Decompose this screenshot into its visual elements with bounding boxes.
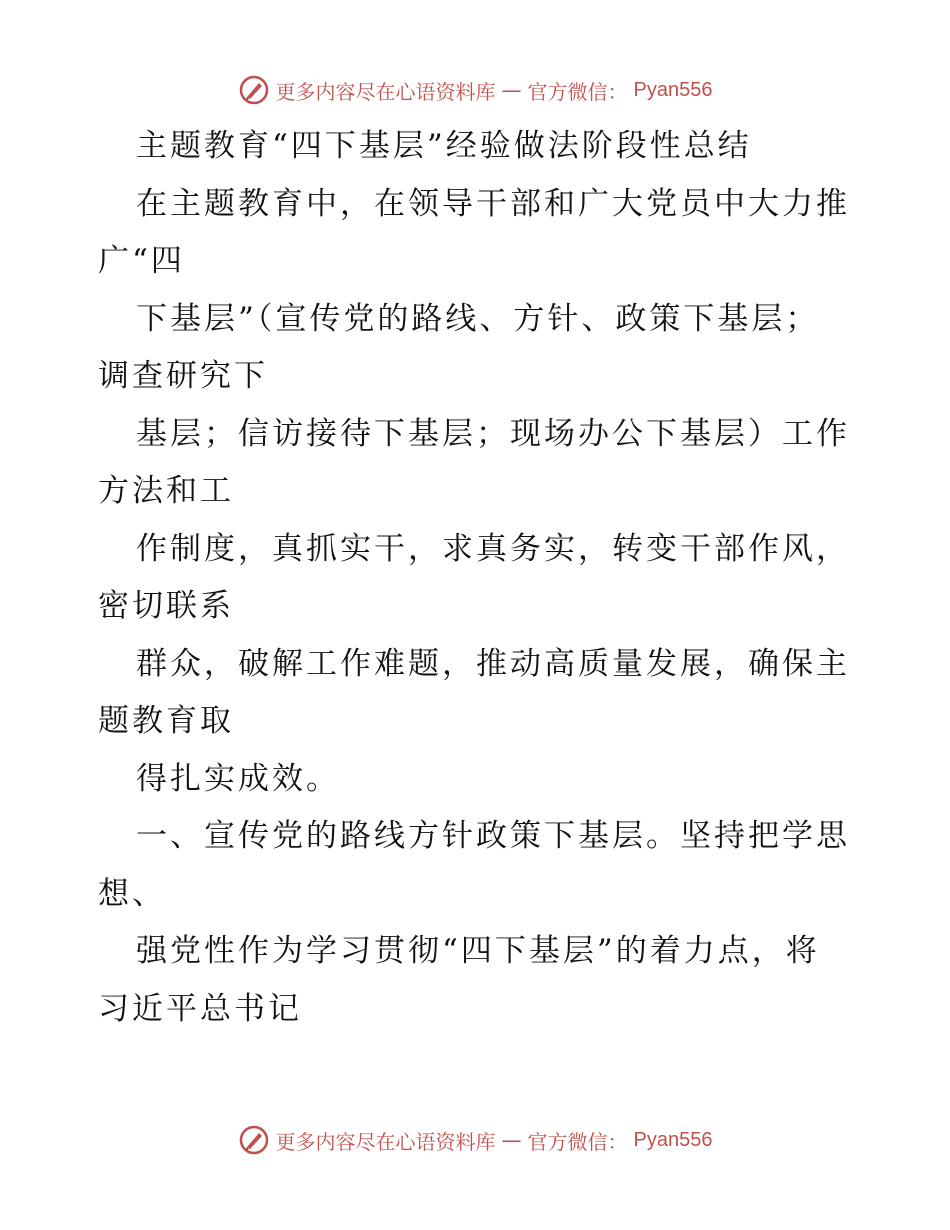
document-body <box>98 118 858 1038</box>
text-line: 密切联系 <box>98 588 234 624</box>
banner-wechat-id: Pyan556 <box>633 1128 713 1151</box>
text-line: 调查研究下 <box>98 358 268 394</box>
text-line: 下基层”（宣传党的路线、方针、政策下基层； <box>136 300 820 337</box>
banner-dash: — <box>501 1128 522 1152</box>
banner-dash: — <box>501 78 522 102</box>
text-line: 方法和工 <box>98 473 234 509</box>
text-line: 得扎实成效。 <box>136 760 340 797</box>
banner-wechat-label: 官方微信： <box>527 1129 628 1154</box>
footer-banner <box>0 1120 950 1160</box>
text-line: 题教育取 <box>98 703 234 739</box>
text-line: 基层；信访接待下基层；现场办公下基层）工作 <box>136 415 850 452</box>
text-line: 强党性作为学习贯彻“四下基层”的着力点，将 <box>136 933 820 969</box>
text-line: 主题教育“四下基层”经验做法阶段性总结 <box>136 128 752 164</box>
text-line: 习近平总书记 <box>98 990 302 1027</box>
text-line: 群众，破解工作难题，推动高质量发展，确保主 <box>136 645 850 682</box>
banner-wechat-id: Pyan556 <box>633 78 713 101</box>
text-line: 在主题教育中，在领导干部和广大党员中大力推 <box>136 185 850 222</box>
header-banner <box>0 70 950 110</box>
banner-wechat-label: 官方微信： <box>527 79 628 104</box>
text-line: 想、 <box>98 875 166 912</box>
banner-text: 更多内容尽在心语资料库 <box>275 1129 496 1154</box>
text-line: 一、宣传党的路线方针政策下基层。坚持把学思 <box>136 818 850 854</box>
text-line: 广“四 <box>98 243 185 279</box>
pen-logo-icon <box>238 74 270 106</box>
text-line: 作制度，真抓实干，求真务实，转变干部作风， <box>136 530 850 567</box>
banner-text: 更多内容尽在心语资料库 <box>275 79 496 104</box>
pen-logo-icon <box>238 1124 270 1156</box>
